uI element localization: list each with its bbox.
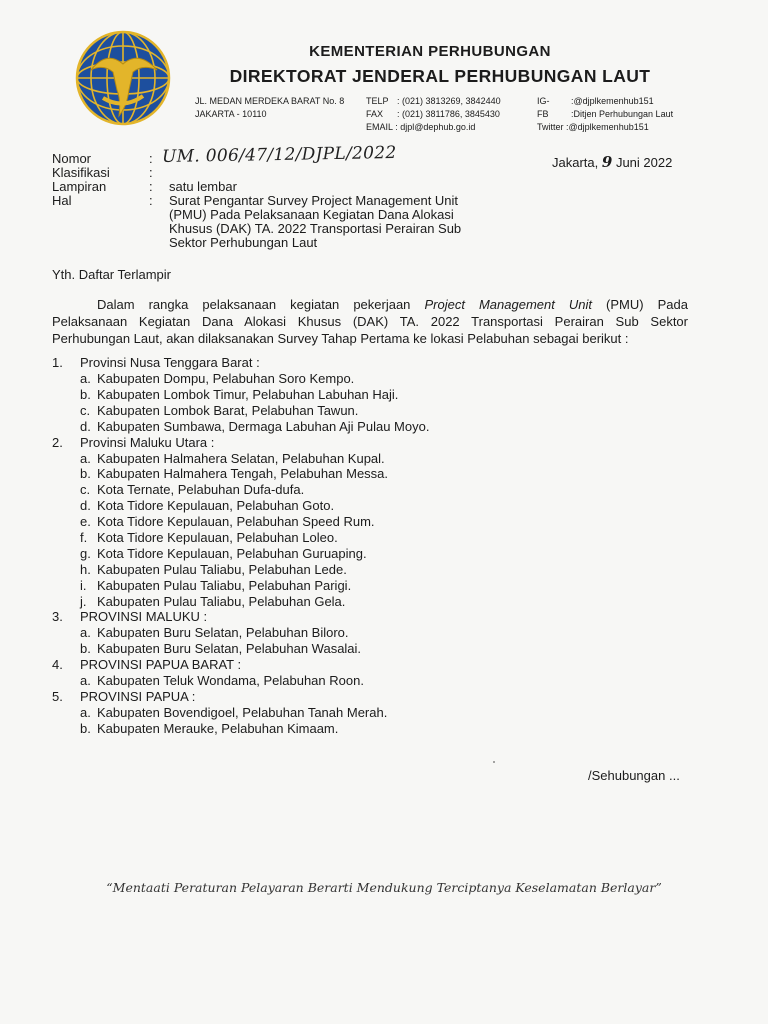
body-line-1 — [52, 296, 688, 313]
province-heading — [52, 435, 692, 451]
address-street: JL. MEDAN MERDEKA BARAT No. 8 — [195, 96, 345, 106]
province-heading — [52, 657, 692, 673]
province-heading — [52, 689, 692, 705]
item-letter: a. — [80, 705, 91, 721]
item-letter: b. — [80, 641, 91, 657]
province-name: PROVINSI PAPUA : — [80, 689, 196, 705]
item-text: Kabupaten Sumbawa, Dermaga Labuhan Aji Pulau Moyo. — [97, 418, 430, 434]
footer-motto: “Mentaati Peraturan Pelayaran Berarti Mendukung Terciptanya Keselamatan Berlayar” — [106, 880, 662, 895]
item-letter: e. — [80, 514, 91, 530]
date-city: Jakarta, — [552, 155, 599, 170]
hal-label: Hal — [52, 193, 72, 208]
address-city: JAKARTA - 10110 — [195, 109, 267, 119]
item-text: Kabupaten Lombok Barat, Pelabuhan Tawun. — [97, 402, 359, 418]
body-line-1-italic: Project Management Unit — [424, 297, 592, 312]
body-line-3: Perhubungan Laut, akan dilaksanakan Survey Tahap Pertama ke lokasi Pelabuhan sebagai berikut : — [52, 331, 629, 346]
list-item — [52, 514, 692, 530]
list-item — [52, 498, 692, 514]
item-letter: j. — [80, 593, 87, 609]
province-name: PROVINSI MALUKU : — [80, 609, 208, 625]
list-item — [52, 705, 692, 721]
letter-date — [552, 153, 672, 171]
subject-line-4: Sektor Perhubungan Laut — [169, 235, 318, 250]
directorate-name: DIREKTORAT JENDERAL PERHUBUNGAN LAUT — [229, 66, 651, 86]
fb-label: FB — [537, 109, 549, 119]
klasifikasi-colon: : — [149, 165, 153, 180]
list-item — [52, 482, 692, 498]
item-text: Kota Tidore Kepulauan, Pelabuhan Speed Rum. — [97, 514, 375, 530]
salutation: Yth. Daftar Terlampir — [52, 267, 171, 282]
subject-line-2: (PMU) Pada Pelaksanaan Kegiatan Dana Alokasi — [169, 207, 454, 222]
klasifikasi-label: Klasifikasi — [52, 165, 110, 180]
email-value: : djpl@dephub.go.id — [395, 122, 476, 132]
item-text: Kota Tidore Kepulauan, Pelabuhan Loleo. — [97, 530, 338, 546]
province-name: PROVINSI PAPUA BARAT : — [80, 657, 242, 673]
item-text: Kabupaten Pulau Taliabu, Pelabuhan Lede. — [97, 561, 347, 577]
province-heading — [52, 609, 692, 625]
item-text: Kabupaten Pulau Taliabu, Pelabuhan Gela. — [97, 593, 346, 609]
item-letter: b. — [80, 466, 91, 482]
continuation-note: /Sehubungan ... — [588, 768, 680, 783]
item-text: Kota Ternate, Pelabuhan Dufa-dufa. — [97, 482, 305, 498]
list-item — [52, 419, 692, 435]
date-day-handwritten: 9 — [601, 153, 613, 171]
ig-label: IG- — [537, 96, 550, 106]
port-survey-list — [52, 355, 692, 737]
fax-label: FAX — [366, 109, 384, 119]
province-number: 1. — [52, 355, 63, 370]
item-text: Kabupaten Halmahera Selatan, Pelabuhan Kupal. — [97, 450, 385, 466]
office-social-block — [537, 95, 673, 134]
list-item — [52, 451, 692, 467]
item-letter: g. — [80, 545, 91, 561]
lampiran-value: satu lembar — [169, 179, 237, 194]
item-text: Kabupaten Halmahera Tengah, Pelabuhan Messa. — [97, 466, 389, 482]
item-text: Kabupaten Buru Selatan, Pelabuhan Biloro. — [97, 625, 349, 641]
office-address — [195, 95, 344, 121]
list-item — [52, 578, 692, 594]
item-letter: d. — [80, 498, 91, 514]
date-month-year: Juni 2022 — [615, 155, 673, 170]
list-item — [52, 594, 692, 610]
item-letter: d. — [80, 418, 91, 434]
item-text: Kabupaten Teluk Wondama, Pelabuhan Roon. — [97, 673, 364, 689]
item-letter: a. — [80, 371, 91, 386]
tel-label: TELP — [366, 96, 389, 106]
fb-value: :Ditjen Perhubungan Laut — [571, 109, 674, 119]
hal-colon: : — [149, 193, 153, 208]
nomor-label: Nomor — [52, 151, 92, 166]
item-letter: c. — [80, 402, 91, 418]
lampiran-label: Lampiran — [52, 179, 107, 194]
item-letter: i. — [80, 577, 87, 593]
item-letter: f. — [80, 530, 88, 546]
list-item — [52, 466, 692, 482]
item-text: Kabupaten Bovendigoel, Pelabuhan Tanah Merah. — [97, 705, 388, 721]
lampiran-colon: : — [149, 179, 153, 194]
ministry-emblem-icon — [73, 30, 173, 130]
item-text: Kota Tidore Kepulauan, Pelabuhan Guruaping. — [97, 545, 367, 561]
province-number: 2. — [52, 434, 63, 450]
item-letter: b. — [80, 721, 91, 737]
letter-number-handwritten: UM. 006/47/12/DJPL/2022 — [161, 142, 397, 168]
ig-value: :@djplkemenhub151 — [571, 96, 654, 106]
province-name: Provinsi Nusa Tenggara Barat : — [80, 355, 260, 370]
province-number: 5. — [52, 689, 63, 705]
tel-value: : (021) 3813269, 3842440 — [397, 96, 501, 106]
item-letter: h. — [80, 561, 91, 577]
list-item — [52, 530, 692, 546]
list-item — [52, 625, 692, 641]
province-number: 3. — [52, 609, 63, 625]
item-text: Kabupaten Dompu, Pelabuhan Soro Kempo. — [97, 371, 355, 386]
twitter-label: Twitter — [537, 122, 564, 132]
item-text: Kabupaten Merauke, Pelabuhan Kimaam. — [97, 721, 339, 737]
subject-line-1: Surat Pengantar Survey Project Management Unit — [169, 193, 459, 208]
province-number: 4. — [52, 657, 63, 673]
office-phone-block — [366, 95, 501, 134]
item-letter: a. — [80, 625, 91, 641]
item-text: Kabupaten Pulau Taliabu, Pelabuhan Parigi. — [97, 577, 352, 593]
subject-line-3: Khusus (DAK) TA. 2022 Transportasi Perairan Sub — [169, 221, 462, 236]
list-item — [52, 721, 692, 737]
province-heading — [52, 355, 692, 371]
body-line-2: Pelaksanaan Kegiatan Dana Alokasi Khusus (DAK) TA. 2022 Transportasi Perairan Sub Sektor — [52, 314, 688, 329]
item-text: Kabupaten Buru Selatan, Pelabuhan Wasalai. — [97, 641, 362, 657]
nomor-colon: : — [149, 151, 153, 166]
list-item — [52, 641, 692, 657]
body-line-1-end: (PMU) Pada — [606, 297, 688, 312]
item-text: Kota Tidore Kepulauan, Pelabuhan Goto. — [97, 498, 335, 514]
body-paragraph — [52, 296, 688, 347]
list-item — [52, 673, 692, 689]
list-item — [52, 371, 692, 387]
province-name: Provinsi Maluku Utara : — [80, 434, 215, 450]
list-item — [52, 546, 692, 562]
scan-speck — [493, 761, 495, 763]
ministry-name: KEMENTERIAN PERHUBUNGAN — [309, 43, 551, 60]
fax-value: : (021) 3811786, 3845430 — [397, 109, 500, 119]
item-text: Kabupaten Lombok Timur, Pelabuhan Labuhan Haji. — [97, 386, 399, 402]
item-letter: a. — [80, 450, 91, 466]
twitter-value: :@djplkemenhub151 — [566, 122, 649, 132]
item-letter: c. — [80, 482, 91, 498]
item-letter: a. — [80, 673, 91, 689]
email-label: EMAIL — [366, 122, 393, 132]
list-item — [52, 403, 692, 419]
list-item — [52, 387, 692, 403]
item-letter: b. — [80, 386, 91, 402]
list-item — [52, 562, 692, 578]
body-line-1-start: Dalam rangka pelaksanaan kegiatan pekerjaan — [97, 297, 411, 312]
